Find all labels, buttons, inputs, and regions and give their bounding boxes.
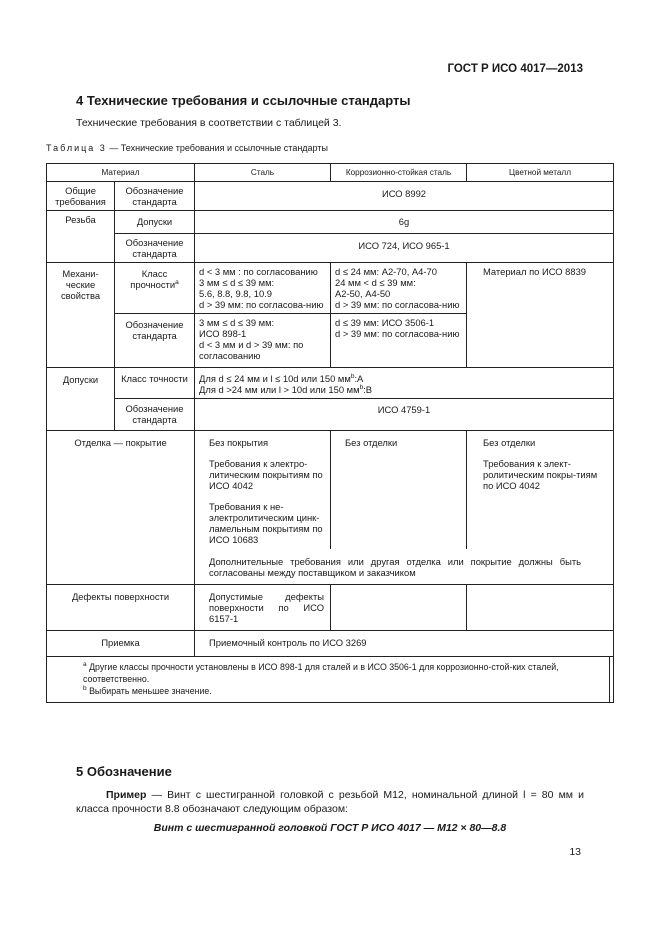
footnote-b-mark: b	[83, 685, 87, 693]
mech-steel-std	[195, 314, 331, 368]
mech-steel-line: d > 39 мм: по согласова-нию	[199, 299, 324, 310]
mech-steel-std-line: 3 мм ≤ d ≤ 39 мм:	[199, 317, 275, 328]
footnote-a	[55, 661, 601, 685]
example-label: Пример	[106, 789, 147, 801]
row-thread-std	[47, 234, 614, 263]
footnote-gutter	[610, 657, 614, 703]
row-tol-std	[47, 399, 614, 431]
row-tol-class	[47, 368, 614, 399]
mech-stainless-class	[331, 263, 467, 314]
finish-steel	[195, 431, 331, 550]
finish-steel-1: Без покрытия	[209, 437, 269, 448]
mech-steel-line: 3 мм ≤ d ≤ 39 мм:	[199, 277, 275, 288]
finish-nonferrous	[467, 431, 614, 550]
tol-std-value: ИСО 4759-1	[195, 399, 614, 431]
mech-stainless-line: d ≤ 24 мм: А2-70, А4-70	[335, 266, 437, 277]
finish-stainless: Без отделки	[331, 431, 467, 550]
section-4-heading: 4 Технические требования и ссылочные стандарты	[76, 93, 411, 108]
tol-line-2-end: :В	[363, 384, 373, 395]
document-code: ГОСТ Р ИСО 4017—2013	[447, 63, 583, 75]
mech-steel-line: d < 3 мм : по согласованию	[199, 266, 318, 277]
designation-example: Винт с шестигранной головкой ГОСТ Р ИСО 4017 — M12 × 80—8.8	[153, 822, 507, 834]
mech-stainless-std-line: d ≤ 39 мм: ИСО 3506-1	[335, 317, 435, 328]
section-4-intro: Технические требования в соответствии с таблицей 3.	[76, 117, 342, 129]
footnote-ref-a: a	[175, 278, 179, 286]
mech-std-label: Обозначение стандарта	[115, 314, 195, 368]
mech-stainless-line: 24 мм < d ≤ 39 мм:	[335, 277, 416, 288]
general-value: ИСО 8992	[195, 182, 614, 211]
surface-label: Дефекты поверхности	[47, 585, 195, 631]
tol-label: Допуски	[47, 368, 115, 431]
mech-class-text: Класс прочности	[130, 268, 176, 290]
row-thread-tol	[47, 211, 614, 234]
table-caption-text: — Технические требования и ссылочные стандарты	[106, 143, 328, 153]
acceptance-value: Приемочный контроль по ИСО 3269	[195, 631, 614, 657]
table-footnotes	[47, 657, 610, 703]
header-stainless: Коррозионно-стойкая сталь	[331, 164, 467, 182]
row-general	[47, 182, 614, 211]
mech-stainless-std-line: d > 39 мм: по согласова-нию	[335, 328, 460, 339]
mech-stainless-line: d > 39 мм: по согласова-нию	[335, 299, 460, 310]
surface-nonferrous	[467, 585, 614, 631]
finish-steel-2: Требования к электро-литическим покрытиям по ИСО 4042	[209, 458, 323, 491]
mech-stainless-line: А2-50, А4-50	[335, 288, 391, 299]
finish-nonferrous-1: Без отделки	[483, 437, 536, 448]
tol-class-value	[195, 368, 614, 399]
general-sub: Обозначение стандарта	[115, 182, 195, 211]
section-5-heading: 5 Обозначение	[76, 764, 172, 779]
header-nonferrous: Цветной металл	[467, 164, 614, 182]
footnote-ref-b: b	[359, 383, 364, 391]
surface-value: Допустимые дефекты поверхности по ИСО 6157-1	[195, 585, 331, 631]
table-header-row	[47, 164, 614, 182]
header-material: Материал	[47, 164, 195, 182]
tol-line-2-text: Для d >24 мм или l > 10d или 150 мм	[199, 384, 360, 395]
row-finish	[47, 431, 614, 550]
finish-steel-3: Требования к не-электролитическим цинк-ламельным покрытиям по ИСО 10683	[209, 501, 323, 545]
table-caption	[46, 143, 328, 153]
footnote-b-text: Выбирать меньшее значение.	[86, 686, 212, 696]
acceptance-label: Приемка	[47, 631, 195, 657]
mech-class-label	[115, 263, 195, 314]
general-label: Общие требования	[47, 182, 115, 211]
tol-line-1-text: Для d ≤ 24 мм и l ≤ 10d или 150 мм	[199, 373, 351, 384]
thread-tol-label: Допуски	[115, 211, 195, 234]
mech-steel-class	[195, 263, 331, 314]
tol-line-1-end: :А	[354, 373, 364, 384]
mech-steel-std-line: ИСО 898-1	[199, 328, 247, 339]
mech-steel-line: 5.6, 8.8, 9.8, 10.9	[199, 288, 272, 299]
header-steel: Сталь	[195, 164, 331, 182]
thread-std-label: Обозначение стандарта	[115, 234, 195, 263]
mech-nonferrous: Материал по ИСО 8839	[467, 263, 614, 368]
mech-label: Механи-ческие свойства	[47, 263, 115, 368]
requirements-table	[46, 163, 614, 703]
row-mech-class	[47, 263, 614, 314]
finish-extra: Дополнительные требования или другая отделка или покрытие должны быть согласованы между поставщиком и заказчиком	[195, 549, 614, 585]
footnote-a-text: Другие классы прочности установлены в ИСО 898-1 для сталей и в ИСО 3506-1 для коррозионно-стой-ких сталей, соответственно.	[83, 662, 559, 684]
row-surface	[47, 585, 614, 631]
row-footnotes	[47, 657, 614, 703]
footnote-ref-b: b	[350, 372, 355, 380]
tol-line-1	[199, 373, 609, 384]
page-number: 13	[569, 846, 581, 858]
example-paragraph	[76, 788, 584, 816]
footnote-a-mark: a	[83, 661, 87, 669]
example-text: — Винт с шестигранной головкой с резьбой M12, номинальной длиной l = 80 мм и класса прочности 8.8 обозначают следующим образом:	[76, 789, 584, 815]
thread-label: Резьба	[47, 211, 115, 263]
mech-steel-std-line: d < 3 мм и d > 39 мм: по согласованию	[199, 339, 304, 361]
table-caption-label: Таблица 3	[46, 143, 107, 153]
tol-std-label: Обозначение стандарта	[115, 399, 195, 431]
surface-stainless	[331, 585, 467, 631]
thread-std-value: ИСО 724, ИСО 965-1	[195, 234, 614, 263]
footnote-b	[55, 685, 601, 697]
finish-nonferrous-2: Требования к элект-ролитическим покры-тиям по ИСО 4042	[483, 458, 598, 491]
finish-label: Отделка — покрытие	[47, 431, 195, 585]
row-acceptance	[47, 631, 614, 657]
tol-class-label: Класс точности	[115, 368, 195, 399]
thread-tol-value: 6g	[195, 211, 614, 234]
mech-stainless-std	[331, 314, 467, 368]
tol-line-2	[199, 384, 609, 395]
